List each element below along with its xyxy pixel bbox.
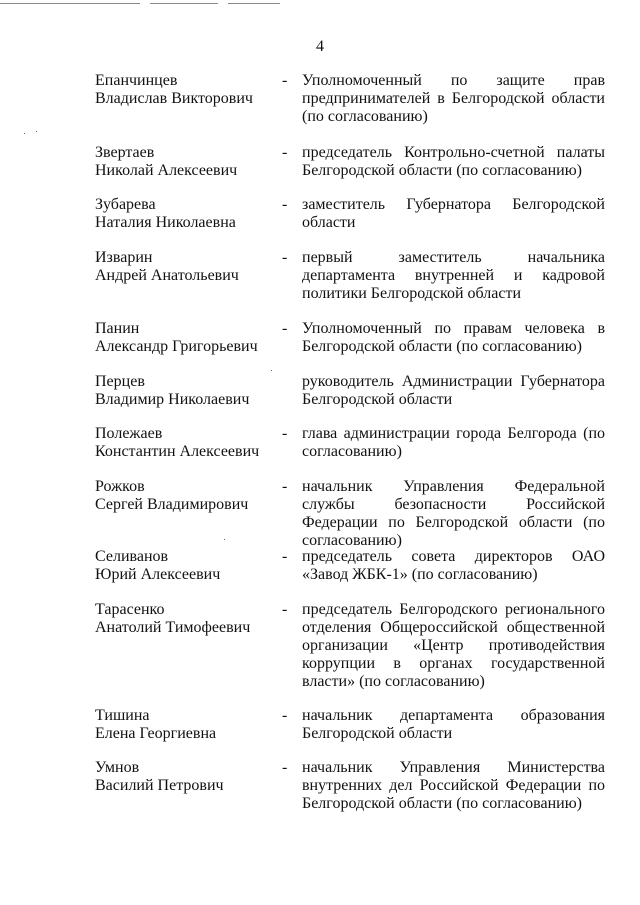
member-position: начальник департамента образования Белгородской области	[302, 707, 605, 742]
member-surname: Тарасенко	[95, 601, 165, 618]
member-given-names: Владислав Викторович	[95, 90, 253, 107]
member-position: председатель Белгородского регионального отделения Общероссийской общественной организации «Центр противодействия коррупции в органах государственной власти» (по согласованию)	[302, 601, 605, 690]
member-position: Уполномоченный по правам человека в Белгородской области (по согласованию)	[302, 320, 605, 355]
member-given-names: Андрей Анатольевич	[95, 267, 239, 284]
member-surname: Селиванов	[95, 548, 169, 565]
member-surname: Полежаев	[95, 425, 163, 442]
member-given-names: Наталия Николаевна	[95, 214, 236, 231]
member-name	[95, 373, 275, 409]
member-given-names: Василий Петрович	[95, 777, 224, 794]
dash-separator: -	[282, 320, 288, 337]
top-rule-middle	[150, 3, 218, 4]
member-given-names: Владимир Николаевич	[95, 391, 250, 408]
member-surname: Изварин	[95, 249, 153, 266]
member-position: заместитель Губернатора Белгородской области	[302, 196, 605, 231]
member-name	[95, 320, 275, 356]
member-position: первый заместитель начальника департамента внутренней и кадровой политики Белгородской области	[302, 249, 605, 302]
member-surname: Умнов	[95, 759, 140, 776]
member-position: глава администрации города Белгорода (по согласованию)	[302, 425, 605, 460]
member-given-names: Сергей Владимирович	[95, 496, 249, 513]
member-position: руководитель Администрации Губернатора Белгородской области	[302, 373, 605, 408]
member-surname: Панин	[95, 320, 140, 337]
top-rule-left	[0, 3, 140, 4]
member-surname: Тишина	[95, 707, 150, 724]
member-position: начальник Управления Министерства внутренних дел Российской Федерации по Белгородской области (по согласованию)	[302, 759, 605, 812]
member-surname: Звертаев	[95, 144, 155, 161]
member-name	[95, 759, 275, 795]
dash-separator: -	[282, 72, 288, 89]
dash-separator: -	[282, 759, 288, 776]
member-surname: Перцев	[95, 373, 145, 390]
member-surname: Рожков	[95, 478, 145, 495]
member-given-names: Николай Алексеевич	[95, 162, 238, 179]
member-name	[95, 72, 275, 108]
scan-speck	[24, 133, 25, 134]
member-position: председатель совета директоров ОАО «Завод ЖБК-1» (по согласованию)	[302, 548, 605, 583]
member-name	[95, 601, 275, 637]
member-name	[95, 707, 275, 743]
member-surname: Зубарева	[95, 196, 156, 213]
dash-separator: -	[282, 707, 288, 724]
member-given-names: Юрий Алексеевич	[95, 566, 221, 583]
dash-separator: -	[282, 425, 288, 442]
member-surname: Епанчинцев	[95, 72, 178, 89]
dash-separator: -	[282, 144, 288, 161]
scan-speck	[271, 370, 272, 371]
member-name	[95, 196, 275, 232]
scan-speck	[36, 131, 37, 132]
member-name	[95, 249, 275, 285]
member-position: начальник Управления Федеральной службы безопасности Российской Федерации по Белгородской области (по согласованию)	[302, 478, 605, 549]
dash-separator: -	[282, 196, 288, 213]
member-given-names: Александр Григорьевич	[95, 338, 258, 355]
member-given-names: Анатолий Тимофеевич	[95, 619, 251, 636]
dash-separator: -	[282, 478, 288, 495]
dash-separator: -	[282, 601, 288, 618]
page-number: 4	[316, 38, 324, 55]
member-given-names: Елена Георгиевна	[95, 725, 217, 742]
member-name	[95, 548, 275, 584]
member-position: Уполномоченный по защите прав предпринимателей в Белгородской области (по согласованию)	[302, 72, 605, 125]
scan-speck	[224, 539, 225, 540]
top-rule-right	[228, 3, 280, 4]
member-given-names: Константин Алексеевич	[95, 443, 260, 460]
member-name	[95, 144, 275, 180]
dash-separator: -	[282, 548, 288, 565]
member-name	[95, 425, 275, 461]
dash-separator: -	[282, 249, 288, 266]
member-position: председатель Контрольно-счетной палаты Белгородской области (по согласованию)	[302, 144, 605, 179]
member-name	[95, 478, 275, 514]
